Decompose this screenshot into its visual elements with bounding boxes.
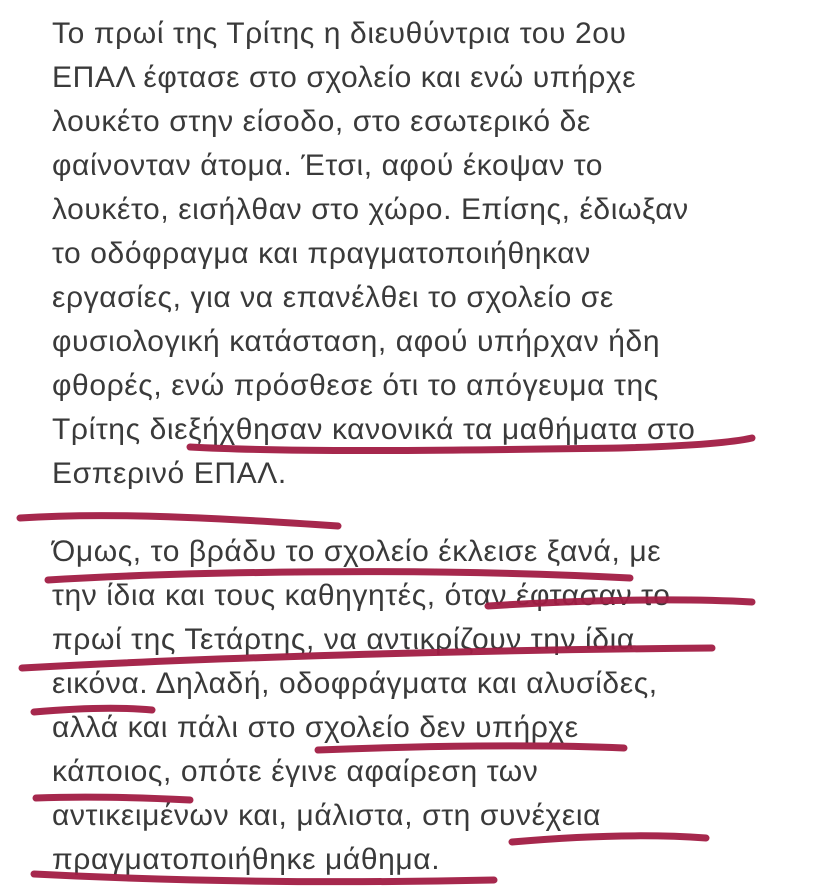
paragraph-1-line-5: λουκέτο, εισήλθαν στο χώρο. Επίσης, έδιωξαν <box>52 193 689 226</box>
paragraph-2-line-2: την ίδια και τους καθηγητές, όταν έφτασαν το <box>52 579 671 612</box>
paragraph-1-line-7: εργασίες, για να επανέλθει το σχολείο σε <box>52 281 614 314</box>
paragraph-1-line-2: ΕΠΑΛ έφτασε στο σχολείο και ενώ υπήρχε <box>52 61 637 94</box>
paragraph-1-line-4: φαίνονταν άτομα. Έτσι, αφού έκοψαν το <box>52 149 604 182</box>
paragraph-1-line-6: το οδόφραγμα και πραγματοποιήθηκαν <box>52 237 591 270</box>
paragraph-1-line-11: Εσπερινό ΕΠΑΛ. <box>52 457 287 490</box>
paragraph-2-line-5: αλλά και πάλι στο σχολείο δεν υπήρχε <box>52 711 579 744</box>
paragraph-1-line-10: Τρίτης διεξήχθησαν κανονικά τα μαθήματα στο <box>52 413 696 446</box>
paragraph-1-line-8: φυσιολογική κατάσταση, αφού υπήρχαν ήδη <box>52 325 661 358</box>
paragraph-1-line-9: φθορές, ενώ πρόσθεσε ότι το απόγευμα της <box>52 369 659 402</box>
paragraph-2-line-3: πρωί της Τετάρτης, να αντικρίζουν την ίδια <box>52 623 635 656</box>
paragraph-2-line-7: αντικειμένων και, μάλιστα, στη συνέχεια <box>52 799 602 832</box>
paragraph-2-line-1: Όμως, το βράδυ το σχολείο έκλεισε ξανά, με <box>52 535 662 568</box>
paragraph-1-line-3: λουκέτο στην είσοδο, στο εσωτερικό δε <box>52 105 591 138</box>
paragraph-2-line-4: εικόνα. Δηλαδή, οδοφράγματα και αλυσίδες, <box>52 667 658 700</box>
paragraph-1-line-1: Το πρωί της Τρίτης η διευθύντρια του 2ου <box>52 17 627 50</box>
paragraph-2-line-8: πραγματοποιήθηκε μάθημα. <box>52 843 441 876</box>
paragraph-2-line-6: κάποιος, οπότε έγινε αφαίρεση των <box>52 755 539 788</box>
